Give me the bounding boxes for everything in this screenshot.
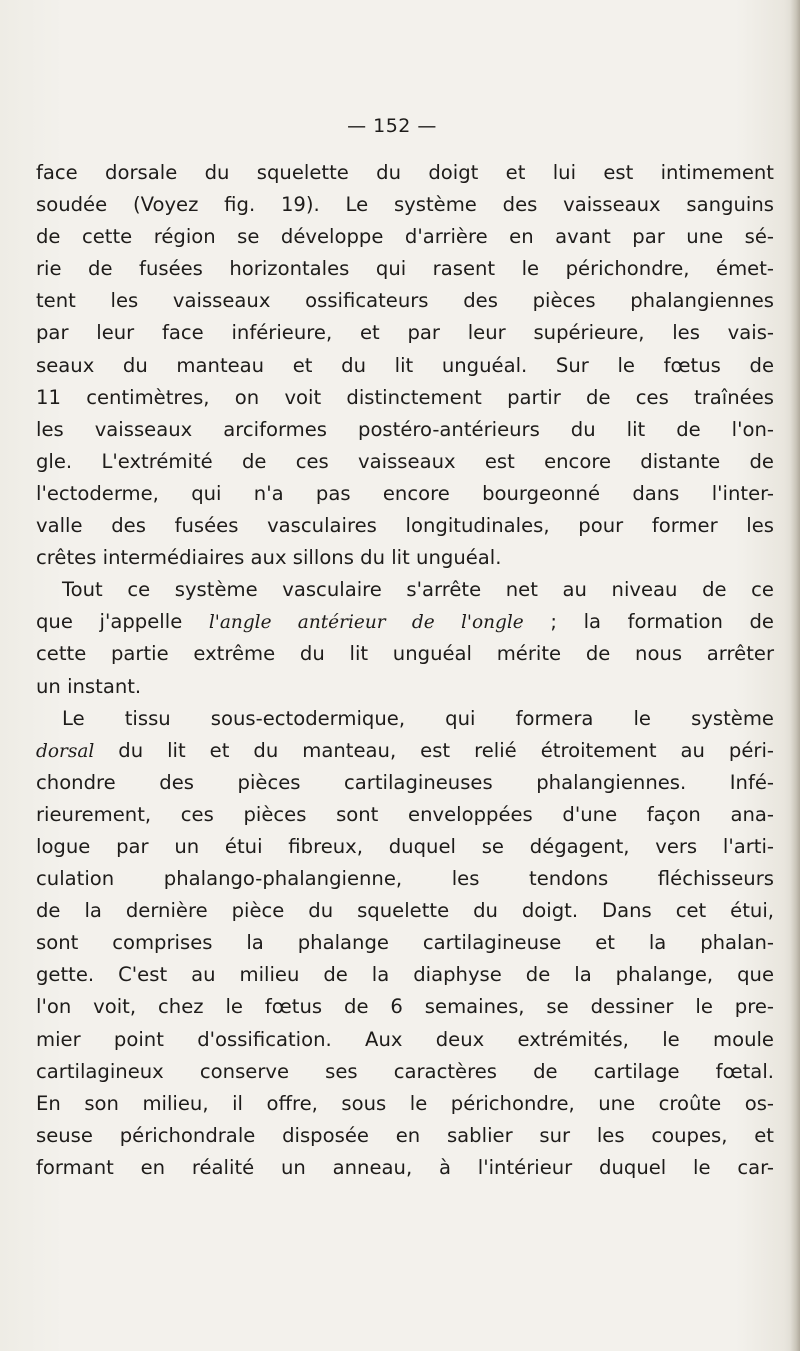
italic-run: l'angle antérieur de l'ongle [208, 612, 524, 634]
text-line: culation phalango-phalangienne, les tendons fléchisseurs [36, 867, 774, 891]
text-line: face dorsale du squelette du doigt et lui est intimement [36, 161, 774, 184]
text-line: sont comprises la phalange cartilagineuse et la phalan- [36, 931, 774, 955]
text-line: valle des fusées vasculaires longitudinales, pour former les [36, 514, 774, 538]
text-line: soudée (Voyez fig. 19). Le système des vaisseaux sanguins [36, 193, 774, 217]
text-run: du lit et du manteau, est relié étroitement au péri- [94, 738, 774, 762]
text-run: que j'appelle [36, 610, 209, 634]
text-line: cette partie extrême du lit unguéal mérite de nous arrêter [36, 642, 774, 666]
text-line: Le tissu sous-ectodermique, qui formera le système [62, 706, 774, 730]
italic-run: dorsal [36, 740, 95, 762]
text-line: En son milieu, il offre, sous le périchondre, une croûte os- [36, 1091, 774, 1115]
page-number: — 152 — [347, 115, 437, 137]
text-line: cartilagineux conserve ses caractères de cartilage fœtal. [36, 1059, 774, 1083]
text-run: ; la formation de [523, 610, 774, 634]
text-line: seaux du manteau et du lit unguéal. Sur le fœtus de [36, 353, 774, 377]
text-line: rie de fusées horizontales qui rasent le périchondre, émet- [36, 257, 774, 281]
text-line: rieurement, ces pièces sont enveloppées d'une façon ana- [36, 802, 774, 826]
text-line: seuse périchondrale disposée en sablier sur les coupes, et [36, 1123, 774, 1147]
text-line [36, 735, 774, 767]
text-line: crêtes intermédiaires aux sillons du lit unguéal. [36, 546, 502, 570]
text-line: l'on voit, chez le fœtus de 6 semaines, se dessiner le pre- [36, 995, 774, 1019]
text-line: logue par un étui fibreux, duquel se dégagent, vers l'arti- [36, 834, 774, 858]
text-line: les vaisseaux arciformes postéro-antérieurs du lit de l'on- [36, 417, 774, 441]
page-edge-shadow [790, 0, 800, 1351]
text-line: formant en réalité un anneau, à l'intérieur duquel le car- [36, 1155, 774, 1179]
text-line: gle. L'extrémité de ces vaisseaux est encore distante de [36, 449, 774, 473]
text-line: l'ectoderme, qui n'a pas encore bourgeonné dans l'inter- [36, 481, 774, 505]
text-line: mier point d'ossification. Aux deux extrémités, le moule [36, 1027, 774, 1051]
text-line: Tout ce système vasculaire s'arrête net au niveau de ce [62, 578, 774, 602]
text-line: un instant. [36, 674, 142, 698]
body-text [36, 157, 774, 1184]
text-line: par leur face inférieure, et par leur supérieure, les vais- [36, 321, 774, 345]
text-line: gette. C'est au milieu de la diaphyse de la phalange, que [36, 963, 774, 987]
text-line: tent les vaisseaux ossificateurs des pièces phalangiennes [36, 289, 774, 313]
text-line: 11 centimètres, on voit distinctement partir de ces traînées [36, 385, 774, 409]
text-line: de la dernière pièce du squelette du doigt. Dans cet étui, [36, 899, 774, 923]
text-line: de cette région se développe d'arrière en avant par une sé- [36, 225, 774, 249]
text-line: chondre des pièces cartilagineuses phalangiennes. Infé- [36, 770, 774, 794]
text-line [36, 606, 774, 638]
